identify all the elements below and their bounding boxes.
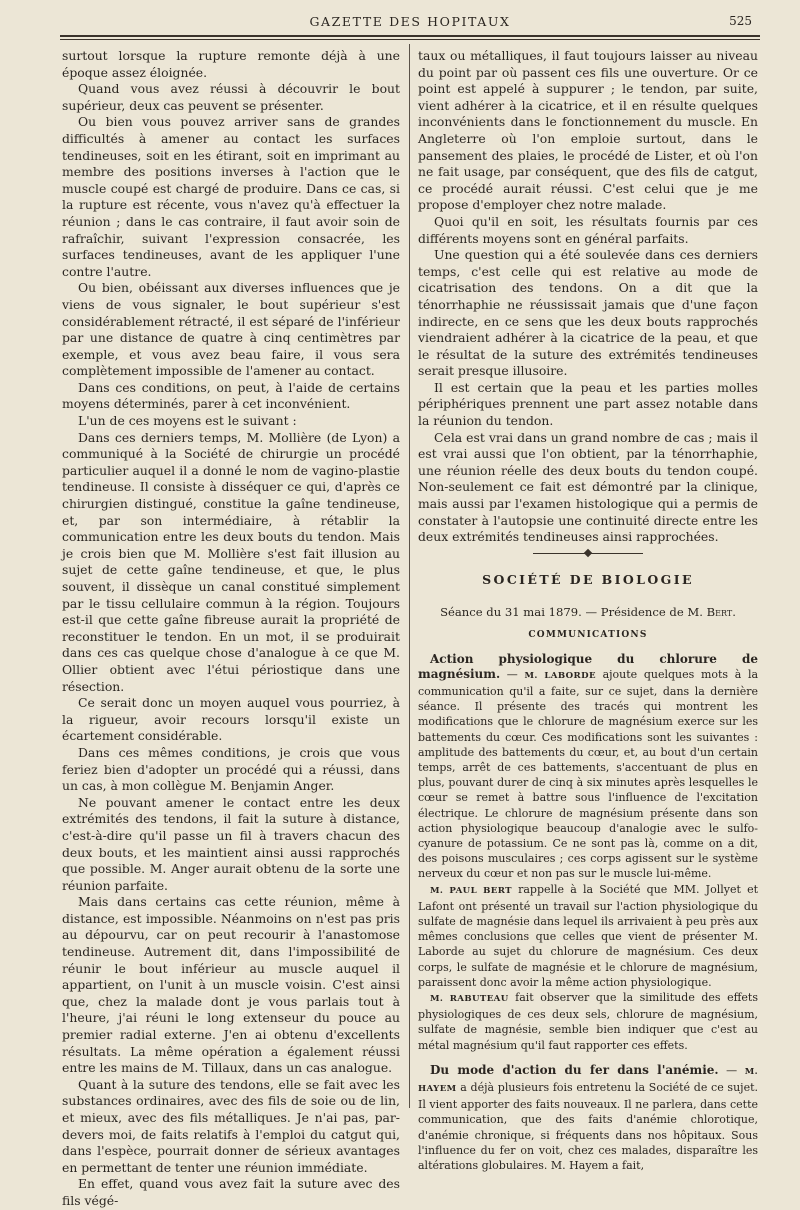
paragraph: Ou bien vous pouvez arriver sans de grandes difficultés à amener au contact les surfaces tendineuses, soit en les étirant, soit en imprimant au membre des positions inverses à l'action que le muscle coupé est chargé de produire. Dans ce cas, si la rupture est récente, vous n'avez qu'à effectuer la réunion ; dans le cas contraire, il faut avoir soin de rafraîchir, suivant l'expression consacrée, les surfaces tendineuses, avant de les appliquer l'une contre l'autre. <box>62 114 400 279</box>
paragraph: Ne pouvant amener le contact entre les deux extrémités des tendons, il fait la suture à distance, c'est-à-dire qu'il passe un fil à travers chacun des deux bouts, et les maintient ainsi aussi rapprochés que possible. M. Anger aurait obtenu de la sorte une réunion parfaite. <box>62 794 400 893</box>
paragraph: Mais dans certains cas cette réunion, même à distance, est impossible. Néanmoins on n'est pas pris au dépourvu, car on peut recourir à l'anastomose tendineuse. Autrement dit, dans l'impossibilité de réunir le bout inférieur au muscle auquel il appartient, on l'unit à un muscle voisin. C'est ainsi que, chez la malade dont je vous parlais tout à l'heure, j'ai réuni le long extenseur du pouce au premier radial externe. J'en ai obtenu d'excellents résultats. La même opération a également réussi entre les mains de M. Tillaux, dans un cas analogue. <box>62 894 400 1076</box>
paragraph: surtout lorsque la rupture remonte déjà à une époque assez éloignée. <box>62 48 400 80</box>
communication-text: ajoute quelques mots à la communication qu'il a faite, sur ce sujet, dans la dernière séance. Il présente des tracés qui montrent les modifications que le chlorure de magnésium exerce sur les battements du cœur. Ces modifications sont les suivantes : amplitude des battements du cœur, et, au bout d'un certain temps, arrêt de ces battements, s'accentuant de plus en plus, pouvant durer de cinq à six minutes après lesquelles le cœur se remet à battre sous l'influence de l'excitation électrique. Le chlorure de magnésium présente dans son action physiologique beaucoup d'analogie avec le sulfo-cyanure de potassium. Ce ne sont pas là, comme on a dit, des poisons musculaires ; ces corps agissent sur le système nerveux du cœur et non pas sur le muscle lui-même. <box>418 667 759 881</box>
paragraph: Il est certain que la peau et les parties molles périphériques prennent une part assez notable dans la réunion du tendon. <box>418 379 758 429</box>
page-header <box>60 14 760 36</box>
communications-heading: COMMUNICATIONS <box>528 630 648 640</box>
paragraph: Cela est vrai dans un grand nombre de cas ; mais il est vrai aussi que l'on obtient, par la ténorrhaphie, une réunion réelle des deux bouts du tendon coupé. Non-seulement ce fait est démontré par la clinique, mais aussi par l'examen histologique qui a permis de constater à l'autopsie une continuité directe entre les deux extrémités tendineuses ainsi rapprochées. <box>418 429 758 545</box>
paragraph: En effet, quand vous avez fait la suture avec des fils végé- <box>62 1176 400 1208</box>
communication-paragraph <box>418 990 758 1053</box>
topic-title: Du mode d'action du fer dans l'anémie. <box>430 1062 719 1077</box>
header-rule <box>60 35 760 37</box>
paragraph: Dans ces conditions, on peut, à l'aide de certains moyens déterminés, parer à cet inconvénient. <box>62 379 400 412</box>
session-text: Séance du 31 mai 1879. — Présidence de M. <box>440 605 703 620</box>
paragraph: Quand vous avez réussi à découvrir le bout supérieur, deux cas peuvent se présenter. <box>62 81 400 113</box>
running-title: GAZETTE DES HOPITAUX <box>309 14 511 29</box>
paragraph: Dans ces derniers temps, M. Mollière (de Lyon) a communiqué à la Société de chirurgie un procédé particulier auquel il a donné le nom de vagino-plastie tendineuse. Il consiste à disséquer ce qui, d'après ce chirurgien distingué, constitue la gaîne tendineuse, et, par son intermédiaire, à rétablir la communication entre les deux bouts du tendon. Mais je crois bien que M. Mollière s'est fait illusion au sujet de cette gaîne tendineuse, et que, le plus souvent, il dissèque un canal constitué simplement par le tissu cellulaire commun à la région. Toujours est-il que cette gaîne fibreuse aurait la propriété de reconstituer le tendon. En un mot, il se produirait dans ces cas quelque chose d'analogue à ce que M. Ollier obtient avec l'étui périostique dans une résection. <box>62 429 400 694</box>
paragraph: Quant à la suture des tendons, elle se fait avec les substances ordinaires, avec des fils de soie ou de lin, et mieux, avec des fils métalliques. Je n'ai pas, par-devers moi, de faits relatifs à l'emploi du catgut qui, dans l'espèce, pourrait donner de sérieux avantages en permettant de tenter une réunion immédiate. <box>62 1076 400 1175</box>
speaker-name: M. PAUL BERT <box>430 885 512 896</box>
topic-title: Action physiologique du chlorure de magnésium. <box>418 651 758 681</box>
left-column <box>62 48 400 1208</box>
communication-paragraph: Du mode d'action du fer dans l'anémie. — M. HAYEM a déjà plusieurs fois entretenu la Société de ce sujet. Il vient apporter des faits nouveaux. Il ne parlera, dans cette communication, que des faits d'anémie chlorotique, d'anémie chronique, si fréquents dans nos hôpitaux. Sous l'influence du fer on voit, chez ces malades, disparaître les altérations globulaires. M. Hayem a fait, <box>418 1062 759 1173</box>
paragraph: Ou bien, obéissant aux diverses influences que je viens de vous signaler, le bout supérieur s'est considérablement rétracté, il est séparé de l'inférieur par une distance de quatre à cinq centimètres par exemple, et vous avez beau faire, il vous sera complètement impossible de l'amener au contact. <box>62 280 400 379</box>
communication-paragraph: Action physiologique du chlorure de magnésium. — M. LABORDE ajoute quelques mots à la communication qu'il a faite, sur ce sujet, dans la dernière séance. Il présente des tracés qui montrent les modifications que le chlorure de magnésium exerce sur les battements du cœur. Ces modifications sont les suivantes : amplitude des battements du cœur, et, au bout d'un certain temps, arrêt de ces battements, s'accentuant de plus en plus, pouvant durer de cinq à six minutes après lesquelles le cœur se remet à battre sous l'influence de l'excitation électrique. Le chlorure de magnésium présente dans son action physiologique beaucoup d'analogie avec le sulfo-cyanure de potassium. Ce ne sont pas là, comme on a dit, des poisons musculaires ; ces corps agissent sur le système nerveux du cœur et non pas sur le muscle lui-même. <box>418 651 759 881</box>
communication-text: rappelle à la Société que MM. Jollyet et Lafont ont présenté un travail sur l'action physiologique du sulfate de magnésie dans lequel ils arrivaient à peu près aux mêmes conclusions que celles que vient de présenter M. Laborde au sujet du chlorure de magnésium. Ces deux corps, le sulfate de magnésie et le chlorure de magnésium, paraissent donc avoir la même action physiologique. <box>418 882 759 989</box>
header-rule-thin <box>60 39 760 40</box>
speaker-name: M. HAYEM <box>418 1066 759 1095</box>
society-title: SOCIÉTÉ DE BIOLOGIE <box>482 571 694 587</box>
communication-text: a déjà plusieurs fois entretenu la Société de ce sujet. Il vient apporter des faits nouveaux. Il ne parlera, dans cette communication, que des faits d'anémie chlorotique, d'anémie chronique, si fréquents dans nos hôpitaux. Sous l'influence du fer on voit, chez ces malades, disparaître les altérations globulaires. M. Hayem a fait, <box>418 1081 758 1173</box>
paragraph: Ce serait donc un moyen auquel vous pourriez, à la rigueur, avoir recours lorsqu'il existe un écartement considérable. <box>62 695 400 744</box>
section-ornament <box>533 553 643 558</box>
paragraph: taux ou métalliques, il faut toujours laisser au niveau du point par où passent ces fils une ouverture. Or ce point est appelé à suppurer ; le tendon, par suite, vient adhérer à la cicatrice, et il en résulte quelques inconvénients dans le fonctionnement du muscle. En Angleterre où l'on emploie surtout, dans le pansement des plaies, le procédé de Lister, et où l'on ne fait usage, par conséquent, que des fils de catgut, ce procédé aurait réussi. C'est celui que je me propose d'employer chez notre malade. <box>418 48 758 213</box>
session-line: Séance du 31 mai 1879. — Présidence de M. Bert. <box>440 605 736 620</box>
communications-body <box>418 652 758 1174</box>
communication-text: fait observer que la similitude des effets physiologiques de ces deux sels, chlorure de magnésium, sulfate de magnésie, semble bien indiquer que c'est au métal magnésium qu'il faut rapporter ces effets. <box>418 991 758 1052</box>
paragraph: Quoi qu'il en soit, les résultats fournis par ces différents moyens sont en général parfaits. <box>418 213 758 246</box>
paragraph: L'un de ces moyens est le suivant : <box>78 413 297 429</box>
speaker-name: M. LABORDE <box>524 670 596 681</box>
paragraph: Dans ces mêmes conditions, je crois que vous feriez bien d'adopter un procédé qui a réussi, dans un cas, à mon collègue M. Benjamin Anger. <box>62 744 400 794</box>
communication-paragraph <box>418 882 758 990</box>
speaker-name: M. RABUTEAU <box>430 994 509 1005</box>
right-column <box>418 48 759 1173</box>
column-divider <box>409 44 410 1108</box>
paragraph: Une question qui a été soulevée dans ces derniers temps, c'est celle qui est relative au mode de cicatrisation des tendons. On a dit que la ténorrhaphie ne réussissait jamais que d'une façon indirecte, en ce sens que les deux bouts rapprochés viendraient adhérer à la cicatrice de la peau, et que le résultat de la suture des extrémités tendineuses serait presque illusoire. <box>418 247 758 379</box>
session-president: Bert <box>706 605 733 620</box>
page-number: 525 <box>729 14 752 28</box>
